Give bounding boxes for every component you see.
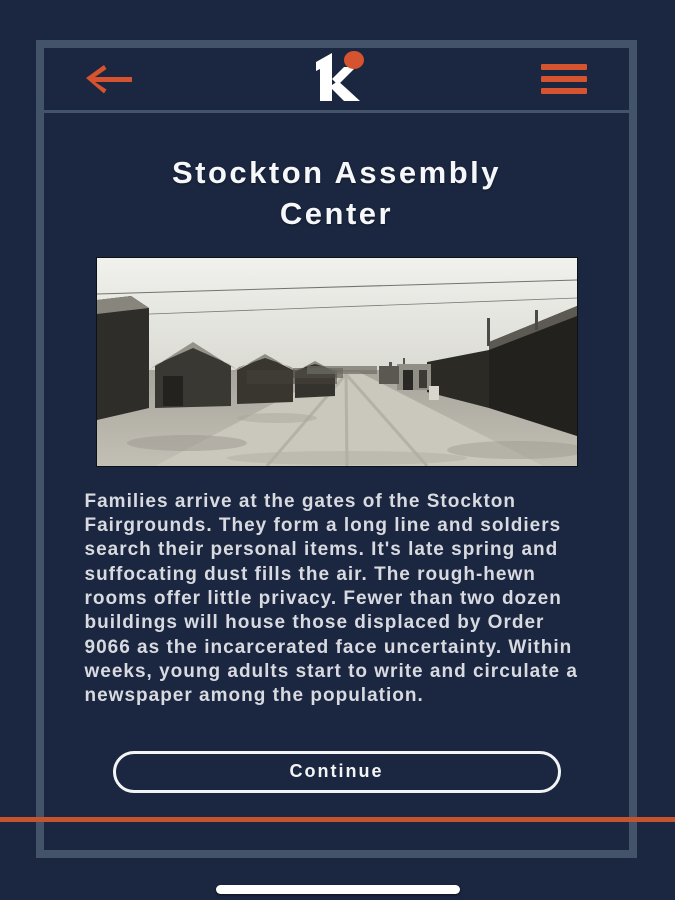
hamburger-menu-icon xyxy=(541,64,587,94)
historical-photo xyxy=(97,258,577,466)
app-header xyxy=(44,48,629,113)
left-arrow-icon xyxy=(82,60,134,99)
back-button[interactable] xyxy=(82,60,134,99)
story-card xyxy=(36,40,637,858)
k-mark-logo-icon xyxy=(308,49,368,110)
accent-divider xyxy=(0,817,675,822)
story-content xyxy=(44,113,629,793)
continue-button[interactable]: Continue xyxy=(113,751,561,793)
story-paragraph: Families arrive at the gates of the Stockton Fairgrounds. They form a long line and soldiers search their personal items. It's late spring and suffocating dust fills the air. The rough-hewn rooms offer little privacy. Fewer than two dozen buildings will house those displaced by Order 9066 as the incarcerated face uncertainty. Within weeks, young adults start to write and circulate a newspaper among the population. xyxy=(84,490,578,707)
home-indicator-bar[interactable] xyxy=(216,885,460,894)
page-title: Stockton Assembly Center xyxy=(171,155,502,231)
menu-button[interactable] xyxy=(541,64,587,94)
